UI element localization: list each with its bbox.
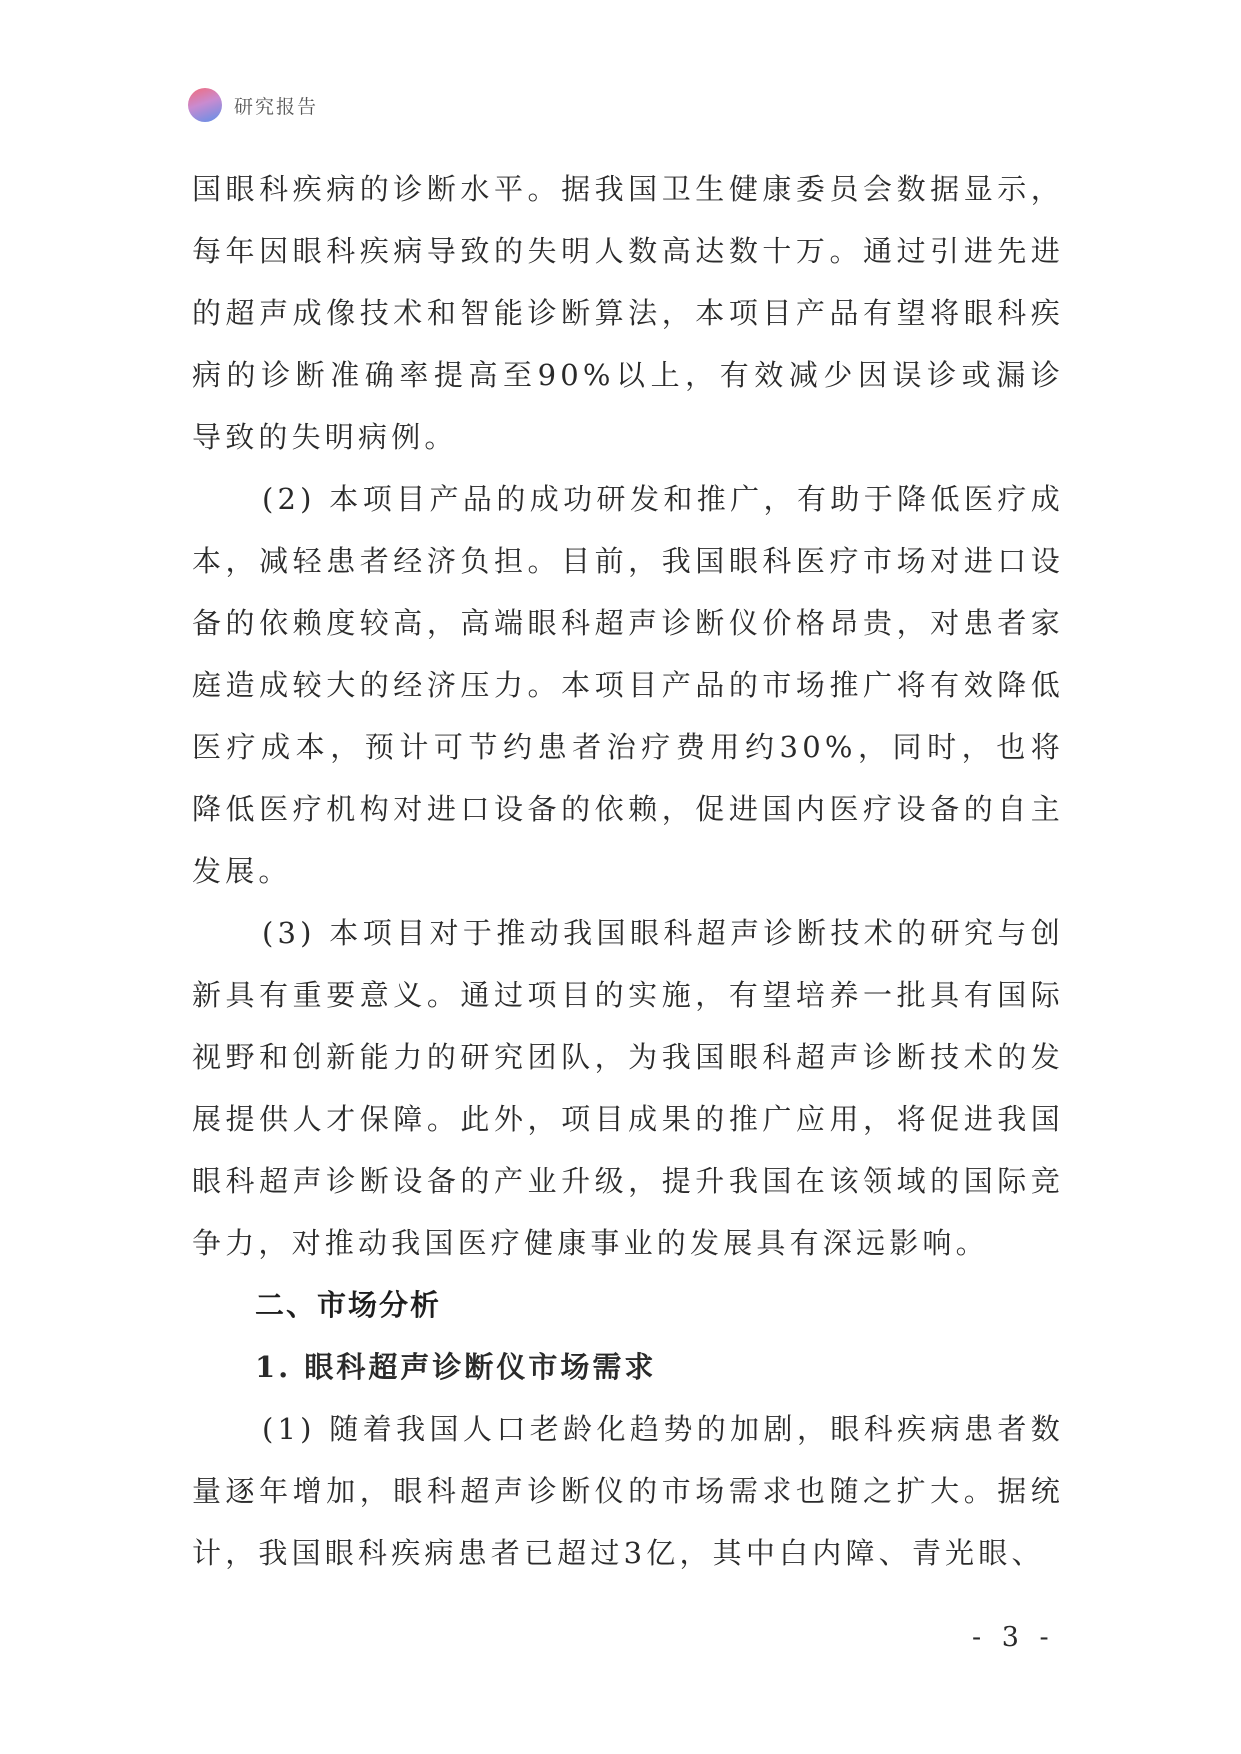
paragraph-point-2: (2) 本项目产品的成功研发和推广，有助于降低医疗成本，减轻患者经济负担。目前，我国眼科医疗市场对进口设备的依赖度较高，高端眼科超声诊断仪价格昂贵，对患者家庭造成较大的经济压力。本项目产品的市场推广将有效降低医疗成本，预计可节约患者治疗费用约30%，同时，也将降低医疗机构对进口设备的依赖，促进国内医疗设备的自主发展。 <box>192 482 1064 888</box>
page-header <box>188 88 318 122</box>
document-body <box>192 158 1064 1584</box>
page-number: - 3 - <box>972 1622 1055 1653</box>
paragraph-continuation: 国眼科疾病的诊断水平。据我国卫生健康委员会数据显示，每年因眼科疾病导致的失明人数高达数十万。通过引进先进的超声成像技术和智能诊断算法，本项目产品有望将眼科疾病的诊断准确率提高至90%以上，有效减少因误诊或漏诊导致的失明病例。 <box>192 172 1064 454</box>
logo-circle-icon <box>188 88 222 122</box>
section-heading: 二、市场分析 <box>255 1288 442 1322</box>
header-title: 研究报告 <box>234 95 319 118</box>
subsection-heading: 1. 眼科超声诊断仪市场需求 <box>255 1350 657 1384</box>
paragraph-market-point-1: (1) 随着我国人口老龄化趋势的加剧，眼科疾病患者数量逐年增加，眼科超声诊断仪的市场需求也随之扩大。据统计，我国眼科疾病患者已超过3亿，其中白内障、青光眼、 <box>192 1412 1064 1570</box>
paragraph-point-3: (3) 本项目对于推动我国眼科超声诊断技术的研究与创新具有重要意义。通过项目的实施，有望培养一批具有国际视野和创新能力的研究团队，为我国眼科超声诊断技术的发展提供人才保障。此外，项目成果的推广应用，将促进我国眼科超声诊断设备的产业升级，提升我国在该领域的国际竞争力，对推动我国医疗健康事业的发展具有深远影响。 <box>192 916 1064 1260</box>
